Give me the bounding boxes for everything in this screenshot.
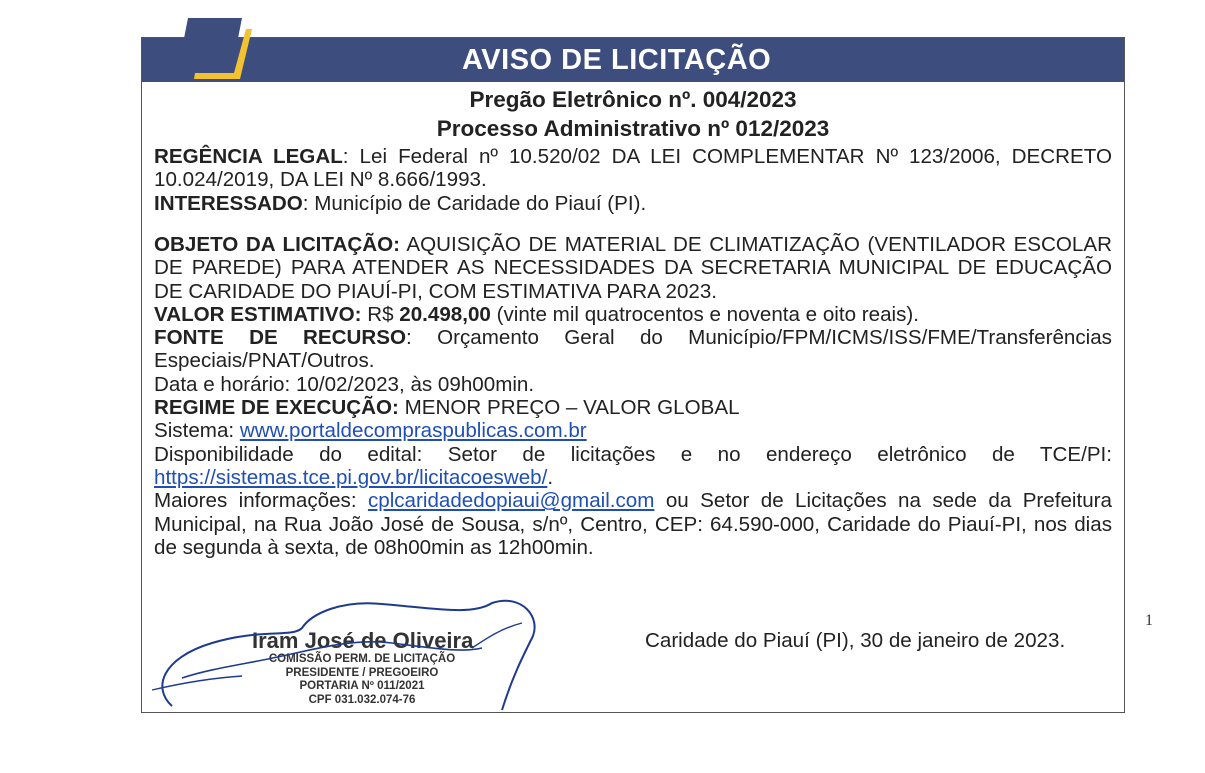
edital-link[interactable]: https://sistemas.tce.pi.gov.br/licitacoesweb/ — [154, 465, 548, 489]
header-bar — [142, 38, 1124, 82]
notice-frame — [141, 37, 1125, 713]
informacoes-paragraph — [154, 489, 1112, 559]
sistema-label: Sistema: — [154, 419, 240, 443]
sistema-link[interactable]: www.portaldecompraspublicas.com.br — [239, 419, 587, 443]
objeto-text: AQUISIÇÃO DE MATERIAL DE CLIMATIZAÇÃO (VENTILADOR ESCOLAR DE PAREDE) PARA ATENDER AS NECESSIDADES DA SECRETARIA MUNICIPAL DE EDUCAÇÃO DE CARIDADE DO PIAUÍ-PI, COM ESTIMATIVA PARA 2023. — [154, 233, 1112, 303]
stamp-line-3: PORTARIA Nº 011/2021 — [299, 680, 425, 692]
signer-name: Iram José de Oliveira — [252, 628, 474, 653]
stamp-line-4: CPF 031.032.074-76 — [308, 693, 416, 706]
email-link[interactable]: cplcaridadedopiaui@gmail.com — [367, 489, 655, 513]
edital-end: . — [547, 465, 554, 489]
informacoes-rest: ou Setor de Licitações na sede da Prefeitura Municipal, na Rua João José de Sousa, s/nº, Centro, CEP: 64.590-000, Caridade do Piauí-PI, nos dias de segunda à sexta, de 08h00min as 12h00min. — [154, 489, 1112, 559]
fonte-text: : Orçamento Geral do Município/FPM/ICMS/ISS/FME/Transferências Especiais/PNAT/Outros. — [154, 326, 1112, 373]
place-date: Caridade do Piauí (PI), 30 de janeiro de 2023. — [645, 629, 1066, 652]
regime-text: MENOR PREÇO – VALOR GLOBAL — [398, 396, 740, 420]
details-section — [154, 233, 1112, 559]
valor-text: (vinte mil quatrocentos e noventa e oito reais). — [490, 302, 919, 326]
stamp-line-1: COMISSÃO PERM. DE LICITAÇÃO — [268, 653, 456, 665]
pregao-subtitle: Pregão Eletrônico nº. 004/2023 — [469, 87, 797, 112]
edital-text: Disponibilidade do edital: Setor de licitações e no endereço eletrônico de TCE/PI: — [154, 442, 1112, 466]
page-number: 1 — [1145, 612, 1153, 629]
valor-paragraph — [154, 303, 1112, 326]
regencia-paragraph — [154, 145, 1112, 192]
interessado-label: INTERESSADO — [154, 191, 303, 215]
objeto-paragraph — [154, 233, 1112, 303]
stamp-line-2: PRESIDENTE / PREGOEIRO — [285, 666, 439, 679]
processo-subtitle: Processo Administrativo nº 012/2023 — [436, 116, 830, 141]
legal-section — [154, 145, 1112, 215]
regime-paragraph — [154, 396, 1112, 419]
informacoes-text: Maiores informações: — [154, 489, 368, 513]
valor-currency: R$ — [361, 302, 400, 326]
interessado-text: : Município de Caridade do Piauí (PI). — [302, 191, 647, 215]
objeto-label: OBJETO DA LICITAÇÃO: — [154, 233, 400, 256]
logo-icon — [180, 15, 260, 81]
regencia-label: REGÊNCIA LEGAL — [154, 145, 343, 168]
handwritten-signature — [142, 598, 562, 712]
fonte-paragraph — [154, 326, 1112, 373]
valor-label: VALOR ESTIMATIVO: — [154, 302, 362, 326]
notice-title: AVISO DE LICITAÇÃO — [462, 44, 772, 76]
fonte-label: FONTE DE RECURSO — [154, 326, 407, 350]
data-horario: Data e horário: 10/02/2023, às 09h00min. — [154, 372, 535, 396]
regime-label: REGIME DE EXECUÇÃO: — [154, 396, 399, 420]
regencia-text: : Lei Federal nº 10.520/02 DA LEI COMPLEMENTAR Nº 123/2006, DECRETO 10.024/2019, DA LEI Nº 8.666/1993. — [154, 145, 1112, 192]
edital-paragraph — [154, 443, 1112, 490]
sistema-paragraph — [154, 419, 1112, 442]
valor-amount: 20.498,00 — [399, 302, 491, 326]
signature-block — [142, 598, 562, 712]
interessado-paragraph — [154, 192, 1112, 215]
